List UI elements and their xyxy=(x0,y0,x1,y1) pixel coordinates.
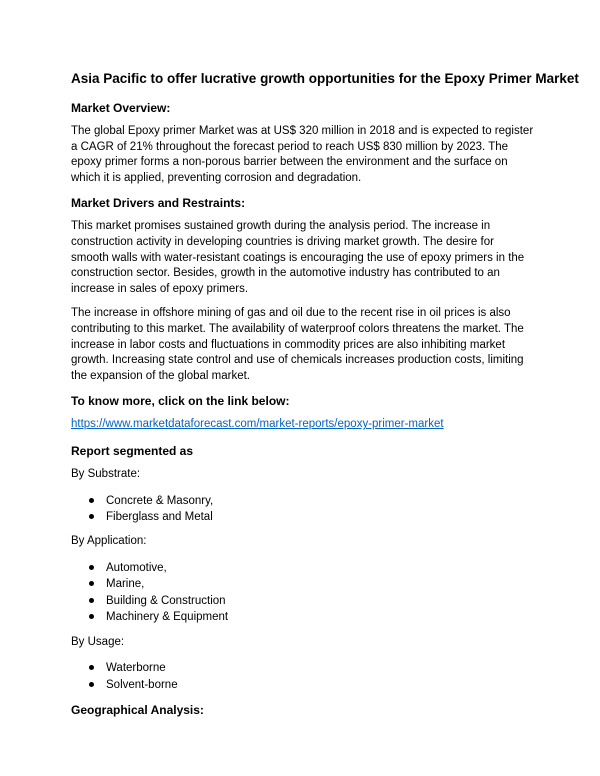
bullet-icon xyxy=(89,614,94,619)
list-item-label: Waterborne xyxy=(106,662,166,675)
drivers-paragraph-1: This market promises sustained growth during the analysis period. The increase in construction activity in developing countries is driving market growth. The desire for smooth walls with water-resistant coatings is encouraging the use of epoxy primers in the construction sector. Besides, growth in the automotive industry has contributed to an increase in sales of epoxy primers. xyxy=(71,220,525,295)
drivers-paragraph-2: The increase in offshore mining of gas and oil due to the recent rise in oil prices is also contributing to this market. The availability of waterproof colors threatens the market. The increase in labor costs and fluctuations in commodity prices are also inhibiting market growth. Increasing state control and use of chemicals increases production costs, limiting the expansion of the global market. xyxy=(71,307,524,382)
substrate-list xyxy=(71,493,534,526)
more-info-heading: To know more, click on the link below: xyxy=(71,394,290,409)
list-item-label: Building & Construction xyxy=(106,594,226,607)
list-item xyxy=(89,593,534,609)
document-title: Asia Pacific to offer lucrative growth opportunities for the Epoxy Primer Market xyxy=(71,71,579,86)
drivers-restraints-heading: Market Drivers and Restraints: xyxy=(71,196,246,211)
list-item-label: Fiberglass and Metal xyxy=(106,510,213,523)
list-item xyxy=(89,576,534,592)
list-item xyxy=(89,677,534,693)
list-item-label: Solvent-borne xyxy=(106,678,178,691)
list-item xyxy=(89,493,534,509)
usage-list xyxy=(71,660,534,693)
by-application-label: By Application: xyxy=(71,535,147,548)
bullet-icon xyxy=(89,514,94,519)
list-item xyxy=(89,560,534,576)
list-item xyxy=(89,660,534,676)
by-substrate-label: By Substrate: xyxy=(71,467,141,480)
application-list xyxy=(71,560,534,626)
list-item xyxy=(89,509,534,525)
report-segmented-heading: Report segmented as xyxy=(71,443,194,458)
bullet-icon xyxy=(89,665,94,670)
market-overview-paragraph: The global Epoxy primer Market was at US$ 320 million in 2018 and is expected to register a CAGR of 21% throughout the forecast period to reach US$ 830 million by 2023. The epoxy primer forms a non-porous barrier between the environment and the surface on which it is applied, preventing corrosion and degradation. xyxy=(71,125,534,184)
by-usage-label: By Usage: xyxy=(71,635,125,648)
list-item-label: Machinery & Equipment xyxy=(106,611,229,624)
bullet-icon xyxy=(89,598,94,603)
market-overview-heading: Market Overview: xyxy=(71,101,171,115)
geographical-analysis-heading: Geographical Analysis: xyxy=(71,702,204,717)
list-item-label: Concrete & Masonry, xyxy=(106,494,214,507)
bullet-icon xyxy=(89,581,94,586)
bullet-icon xyxy=(89,682,94,687)
list-item xyxy=(89,609,534,625)
report-link[interactable]: https://www.marketdataforecast.com/market-reports/epoxy-primer-market xyxy=(71,418,444,431)
list-item-label: Marine, xyxy=(106,578,145,591)
bullet-icon xyxy=(89,565,94,570)
bullet-icon xyxy=(89,498,94,503)
list-item-label: Automotive, xyxy=(106,561,167,574)
